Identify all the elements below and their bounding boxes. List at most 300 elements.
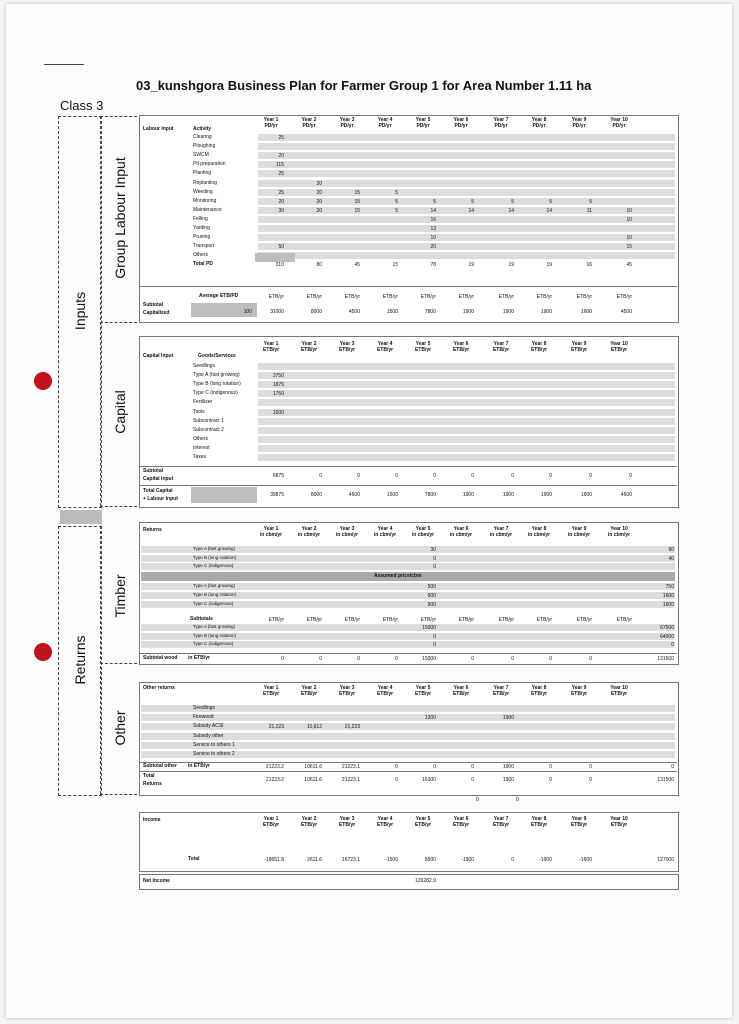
year-header — [332, 816, 362, 829]
price-y10: 750 — [665, 584, 674, 590]
income-header: Income — [143, 817, 161, 823]
cell-value: ETB/yr — [382, 294, 398, 300]
cell-value: ETB/yr — [536, 617, 552, 623]
cell-value: 0 — [471, 777, 474, 783]
year-label: Year 6 — [453, 526, 469, 532]
capital-band — [258, 390, 675, 397]
capital-item: Others — [193, 435, 209, 442]
labour-cell: 10 — [430, 235, 436, 242]
labour-cell: 14 — [468, 207, 474, 214]
cell-value: 7800 — [424, 492, 436, 498]
subtotal-wood-label: Subtotal wood — [143, 655, 178, 661]
year-header — [524, 685, 554, 698]
year-header — [256, 816, 286, 829]
activity-band — [258, 170, 675, 177]
capital-cell: 1750 — [272, 391, 284, 398]
subtotal-wood-unit: in ETB/yr — [188, 655, 210, 661]
labour-cell: 20 — [316, 189, 322, 196]
activity-name: Pruning — [193, 234, 211, 241]
labour-cell: 80 — [316, 262, 322, 269]
labour-cell: 14 — [430, 207, 436, 214]
cell-value: 10611.6 — [304, 777, 322, 783]
year-header — [486, 526, 516, 539]
labour-cell: 25 — [278, 189, 284, 196]
labour-cell: 45 — [354, 262, 360, 269]
cell-value: 0 — [319, 473, 322, 479]
timber-y5: 0 — [433, 555, 436, 562]
labour-cell: 5 — [395, 198, 398, 205]
activity-name: Maintenance — [193, 206, 222, 213]
cell-value: 4500 — [620, 309, 632, 315]
labour-cell: 5 — [589, 198, 592, 205]
capital-item: Subcontract 2 — [193, 426, 224, 433]
cell-value: 0 — [471, 473, 474, 479]
year-unit: ETB/yr — [262, 822, 280, 829]
capital-item: Type C (indigenous) — [193, 390, 238, 397]
year-label: Year 8 — [531, 816, 547, 822]
year-label: Year 10 — [610, 816, 628, 822]
year-unit: PD/yr — [340, 123, 354, 130]
activity-name: Pit preparation — [193, 161, 226, 168]
year-header — [604, 117, 634, 130]
capital-cell: 1500 — [272, 409, 284, 416]
labour-cell: 13 — [430, 226, 436, 232]
other-divider-2 — [139, 771, 677, 772]
year-unit: ETB/yr — [452, 822, 470, 829]
cell-value: 0 — [471, 656, 474, 662]
labour-cell: 14 — [508, 207, 514, 214]
year-unit: in cbm/yr — [449, 532, 473, 539]
cell-value: ETB/yr — [420, 294, 436, 300]
labour-cell: 20 — [316, 180, 322, 187]
capital-band — [258, 427, 675, 434]
labour-cell: 16 — [586, 262, 592, 269]
total-returns-label: Total — [143, 773, 155, 779]
cell-value: 1600 — [580, 309, 592, 315]
cell-value: 15000 — [422, 656, 436, 662]
year-unit: in cbm/yr — [607, 532, 631, 539]
labour-label: Group Labour Input — [112, 157, 128, 279]
labour-cell: 16 — [430, 216, 436, 223]
year-header — [564, 341, 594, 354]
year-header — [294, 117, 324, 130]
cell-value: 31000 — [270, 309, 284, 315]
below-total-1: 0 — [476, 797, 479, 803]
activity-band — [258, 143, 675, 150]
year-label: Year 4 — [377, 341, 393, 347]
year-header — [294, 526, 324, 539]
year-label: Year 2 — [301, 816, 317, 822]
year-unit: ETB/yr — [570, 822, 588, 829]
year-header — [370, 685, 400, 698]
cell-value: 0 — [629, 473, 632, 479]
labour-cell: 19 — [508, 262, 514, 269]
labour-cell: 15 — [354, 189, 360, 196]
cell-value: ETB/yr — [268, 617, 284, 623]
timber-type: Type A (fast growing) — [193, 546, 236, 551]
labour-cell: 20 — [316, 198, 322, 205]
etb-y5: 15000 — [422, 625, 436, 631]
labour-cell: 5 — [471, 198, 474, 205]
cell-value: 0 — [281, 656, 284, 662]
activity-name: Others — [193, 252, 209, 259]
cell-value: ETB/yr — [268, 294, 284, 300]
year-label: Year 1 — [263, 117, 279, 123]
etb-y10: 0 — [671, 642, 674, 648]
year-label: Year 4 — [377, 685, 393, 691]
capital-item: Tools — [193, 408, 205, 415]
year-header — [446, 526, 476, 539]
year-unit: ETB/yr — [530, 822, 548, 829]
labour-divider — [139, 286, 677, 287]
capital-item: Subcontract 1 — [193, 417, 224, 424]
year-header — [370, 526, 400, 539]
labour-cell: 78 — [430, 262, 436, 269]
year-label: Year 5 — [415, 526, 431, 532]
activity-band — [258, 152, 675, 159]
price-y5: 500 — [427, 584, 436, 590]
year-unit: ETB/yr — [300, 822, 318, 829]
labour-cell: 20 — [278, 198, 284, 205]
cell-value: 1500 — [386, 309, 398, 315]
year-label: Year 3 — [339, 526, 355, 532]
year-label: Year 9 — [571, 341, 587, 347]
cell-value: 21223.2 — [265, 777, 284, 783]
subtotal-other-unit: in ETB/yr — [188, 763, 210, 769]
inputs-divider — [100, 116, 101, 506]
timber-y10: 90 — [668, 547, 674, 553]
cell-value: 131500 — [657, 656, 674, 662]
activity-name: Planting — [193, 170, 212, 177]
year-label: Year 5 — [415, 685, 431, 691]
cell-value: 1900 — [540, 309, 552, 315]
year-unit: in cbm/yr — [259, 532, 283, 539]
year-label: Year 8 — [531, 117, 547, 123]
year-unit: in cbm/yr — [527, 532, 551, 539]
year-label: Year 8 — [531, 341, 547, 347]
year-unit: ETB/yr — [414, 691, 432, 698]
year-unit: PD/yr — [264, 123, 278, 130]
year-unit: ETB/yr — [570, 347, 588, 354]
returns-header: Returns — [143, 527, 162, 533]
year-header — [332, 526, 362, 539]
year-header — [294, 816, 324, 829]
cell-value: 4500 — [348, 492, 360, 498]
year-label: Year 7 — [493, 341, 509, 347]
capital-band — [258, 436, 675, 443]
cell-value: 8000 — [310, 492, 322, 498]
labour-cell: 5 — [395, 207, 398, 214]
year-unit: in cbm/yr — [489, 532, 513, 539]
year-header — [486, 341, 516, 354]
year-unit: ETB/yr — [452, 691, 470, 698]
year-label: Year 1 — [263, 526, 279, 532]
capital-input-label: Capital Input — [143, 476, 174, 482]
year-label: Year 6 — [453, 685, 469, 691]
labour-cell: 11 — [586, 207, 592, 214]
cell-value: -1900 — [539, 857, 552, 863]
total-capital-label: Total Capital — [143, 488, 173, 494]
cell-value: 0 — [319, 656, 322, 662]
cell-value: 4500 — [348, 309, 360, 315]
cell-value: 1900 — [502, 777, 514, 783]
year-unit: ETB/yr — [414, 347, 432, 354]
cell-value: 0 — [589, 473, 592, 479]
year-label: Year 3 — [339, 117, 355, 123]
cell-value: ETB/yr — [536, 294, 552, 300]
year-label: Year 10 — [610, 685, 628, 691]
cell-value: 1600 — [580, 492, 592, 498]
year-header — [604, 526, 634, 539]
punch-hole-bottom — [34, 643, 52, 661]
year-header — [332, 341, 362, 354]
labour-cell: 14 — [546, 207, 552, 214]
year-header — [294, 341, 324, 354]
year-header — [446, 685, 476, 698]
cell-value: 1900 — [502, 309, 514, 315]
year-label: Year 6 — [453, 341, 469, 347]
year-label: Year 10 — [610, 341, 628, 347]
labour-cell: 25 — [278, 135, 284, 141]
cell-value: ETB/yr — [498, 617, 514, 623]
year-label: Year 9 — [571, 685, 587, 691]
labour-cell: 15 — [354, 207, 360, 214]
activity-header: Activity — [193, 126, 212, 132]
year-unit: ETB/yr — [262, 691, 280, 698]
labour-cell: 5 — [433, 198, 436, 205]
punch-hole-top — [34, 372, 52, 390]
labour-cell: 20 — [278, 153, 284, 160]
year-unit: ETB/yr — [492, 347, 510, 354]
price-y5: 900 — [427, 602, 436, 608]
cell-value: ETB/yr — [420, 617, 436, 623]
cell-value: -1600 — [579, 857, 592, 863]
returns-divider — [100, 526, 101, 794]
other-label: Other — [112, 710, 128, 746]
inputs-label: Inputs — [72, 291, 88, 331]
capital-input-header: Capital Input — [143, 353, 174, 359]
etb-y5: 0 — [433, 642, 436, 648]
cell-value: 0 — [549, 777, 552, 783]
year-unit: PD/yr — [416, 123, 430, 130]
timber-type: Type B (long rotation) — [193, 554, 237, 560]
year-unit: in cbm/yr — [567, 532, 591, 539]
capital-item: Seedlings — [193, 363, 215, 369]
cell-value: 0 — [549, 656, 552, 662]
year-header — [408, 685, 438, 698]
activity-name: Monitoring — [193, 197, 217, 204]
cell-value: 0 — [549, 764, 552, 770]
timber-subtotals-label: Subtotals — [190, 616, 213, 622]
cell-value: 1900 — [502, 764, 514, 770]
cell-value: 2611.6 — [307, 857, 322, 863]
year-header — [604, 341, 634, 354]
goods-header: Goods/Services — [198, 353, 236, 359]
year-label: Year 10 — [610, 117, 628, 123]
cell-value: -1500 — [385, 857, 398, 863]
capital-item: Interest — [193, 444, 210, 451]
labour-cell: 5 — [511, 198, 514, 205]
year-label: Year 1 — [263, 685, 279, 691]
cell-value: 1900 — [502, 492, 514, 498]
year-unit: in cbm/yr — [373, 532, 397, 539]
timber-bottom — [100, 663, 137, 664]
year-header — [604, 816, 634, 829]
year-header — [486, 117, 516, 130]
avg-etb-label: Average ETB/PD — [199, 293, 239, 299]
cell-value: ETB/yr — [344, 617, 360, 623]
year-unit: in cbm/yr — [411, 532, 435, 539]
year-header — [408, 341, 438, 354]
year-unit: ETB/yr — [610, 691, 628, 698]
year-unit: ETB/yr — [376, 691, 394, 698]
timber-type: Type C (indigenous) — [193, 563, 234, 568]
timber-y5: 0 — [433, 564, 436, 570]
cell-value: 0 — [395, 656, 398, 662]
cell-value: -1900 — [461, 857, 474, 863]
timber-divider — [139, 653, 677, 654]
year-unit: ETB/yr — [338, 822, 356, 829]
year-unit: ETB/yr — [338, 691, 356, 698]
capital-subtotal-label: Subtotal — [143, 468, 163, 474]
cell-value: 0 — [589, 777, 592, 783]
year-label: Year 5 — [415, 341, 431, 347]
subtotal-other-label: Subtotal other — [143, 763, 177, 769]
cell-value: 8000 — [310, 309, 322, 315]
labour-subtotal-label: Subtotal — [143, 302, 163, 308]
activity-band — [258, 252, 675, 259]
year-label: Year 9 — [571, 526, 587, 532]
year-label: Year 3 — [339, 816, 355, 822]
cell-value: ETB/yr — [306, 294, 322, 300]
labour-cell: 5 — [395, 189, 398, 196]
cell-value: ETB/yr — [344, 294, 360, 300]
etb-y5: 0 — [433, 633, 436, 640]
cell-value: 0 — [589, 656, 592, 662]
year-label: Year 2 — [301, 685, 317, 691]
cell-value: ETB/yr — [498, 294, 514, 300]
year-unit: ETB/yr — [530, 691, 548, 698]
net-income-label: Net Income — [143, 878, 170, 884]
page-title: 03_kunshgora Business Plan for Farmer Group 1 for Area Number 1.11 ha — [136, 78, 592, 93]
year-unit: ETB/yr — [376, 822, 394, 829]
year-header — [370, 341, 400, 354]
cell-value: ETB/yr — [306, 617, 322, 623]
top-mark — [44, 64, 84, 65]
price-type: Type B (long rotation) — [193, 592, 237, 597]
activity-band — [258, 161, 675, 168]
year-unit: ETB/yr — [570, 691, 588, 698]
labour-cell: 15 — [626, 244, 632, 251]
year-label: Year 4 — [377, 117, 393, 123]
year-label: Year 3 — [339, 685, 355, 691]
labour-cell: 25 — [278, 171, 284, 178]
year-header — [604, 685, 634, 698]
year-label: Year 2 — [301, 117, 317, 123]
cell-value: 21223.1 — [341, 777, 360, 783]
year-unit: ETB/yr — [610, 347, 628, 354]
capital-band — [258, 418, 675, 425]
year-unit: in cbm/yr — [297, 532, 321, 539]
cell-value: 0 — [357, 473, 360, 479]
price-y5: 900 — [427, 593, 436, 599]
year-header — [294, 685, 324, 698]
year-unit: ETB/yr — [300, 691, 318, 698]
cell-value: ETB/yr — [458, 617, 474, 623]
cell-value: 0 — [549, 473, 552, 479]
cell-value: 4500 — [620, 492, 632, 498]
cell-value: 16300 — [422, 777, 436, 783]
labour-capitalized-label: Capitalized — [143, 310, 170, 316]
year-header — [486, 816, 516, 829]
price-y10: 1600 — [662, 602, 674, 608]
other-divider — [139, 762, 677, 763]
labour-cell: 15 — [354, 198, 360, 205]
income-total-label: Total — [188, 856, 200, 862]
cell-value: ETB/yr — [576, 294, 592, 300]
capital-item: Type B (long rotation) — [193, 381, 241, 388]
capital-band — [258, 399, 675, 406]
other-item: Service to others 2 — [193, 751, 235, 757]
labour-cell: 30 — [278, 207, 284, 214]
cell-value: 0 — [589, 764, 592, 770]
returns-label: Returns — [72, 635, 88, 685]
etb-type: Type A (fast growing) — [193, 624, 236, 629]
cell-value: 1900 — [462, 492, 474, 498]
price-type: Type A (fast growing) — [193, 583, 236, 588]
capital-item: Taxes — [193, 454, 207, 460]
etb-y10: 64000 — [660, 633, 674, 640]
total-capital-shade — [191, 487, 257, 503]
returns-word: Returns — [143, 781, 162, 787]
timber-y10: 40 — [668, 555, 674, 562]
activity-name: Replanting — [193, 179, 217, 186]
labour-cell: 10 — [626, 216, 632, 223]
cell-value: 7800 — [424, 309, 436, 315]
year-label: Year 7 — [493, 816, 509, 822]
activity-band — [258, 225, 675, 232]
labour-cell: 115 — [276, 162, 284, 169]
below-total-2: 0 — [516, 797, 519, 803]
year-header — [408, 117, 438, 130]
year-unit: ETB/yr — [492, 691, 510, 698]
year-header — [564, 816, 594, 829]
year-unit: PD/yr — [302, 123, 316, 130]
cell-value: ETB/yr — [616, 617, 632, 623]
spacer-block — [60, 510, 102, 524]
year-label: Year 3 — [339, 341, 355, 347]
cell-value: 8500 — [424, 857, 436, 863]
year-unit: ETB/yr — [530, 347, 548, 354]
activity-name: Yarding — [193, 225, 210, 231]
avg-etb-value: 100 — [243, 309, 252, 315]
year-label: Year 2 — [301, 341, 317, 347]
etb-y10: 67500 — [660, 625, 674, 631]
labour-cell: 20 — [316, 207, 322, 214]
cell-value: 0 — [471, 764, 474, 770]
year-label: Year 5 — [415, 117, 431, 123]
year-unit: PD/yr — [454, 123, 468, 130]
year-unit: ETB/yr — [610, 822, 628, 829]
other-cell: 21,223 — [268, 724, 284, 731]
cell-value: 131500 — [657, 777, 674, 783]
timber-y5: 30 — [430, 547, 436, 553]
year-label: Year 6 — [453, 816, 469, 822]
timber-label: Timber — [112, 574, 128, 618]
year-header — [256, 526, 286, 539]
cell-value: 0 — [511, 656, 514, 662]
capital-divider-2 — [139, 485, 677, 486]
